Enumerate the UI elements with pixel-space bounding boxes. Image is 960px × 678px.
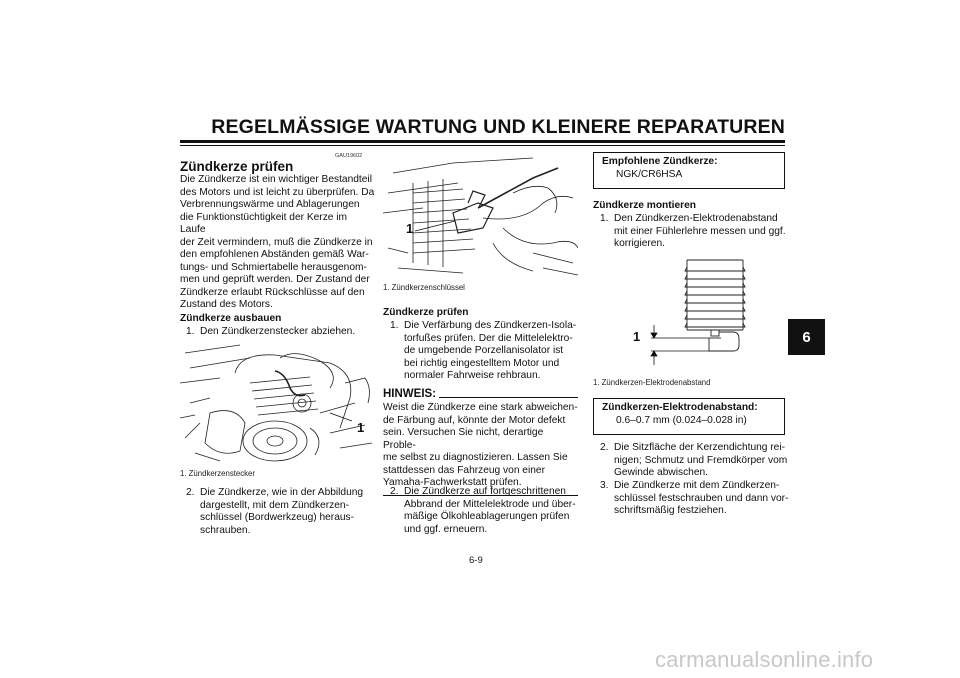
intro-paragraph: Die Zündkerze ist ein wichtiger Bestandteil des Motors und ist leicht zu überprüfen. Da Verbrennungswärme und Ablagerungen die Funktionstüchtigkeit der Kerze im Laufe der Zeit vermindern, muß die Zündkerze in den empfohlenen Abständen gemäß War- tungs- und Schmiertabelle herausgenom- men und geprüft werden. Der Zustand der Zündkerze erlaubt Rückschlüsse auf den Zustand des Motors. [180,174,375,310]
note-rule-top [439,397,578,398]
header-rule-thin [180,145,785,146]
page-header-title: REGELMÄSSIGE WARTUNG UND KLEINERE REPARATUREN [211,116,785,138]
install-step-1: 1. Den Zündkerzen-Elektrodenabstand mit einer Fühlerlehre messen und ggf. korrigieren. [600,213,786,249]
section-code: GAU19602 [335,153,363,159]
figure-caption: 1. Zündkerzen-Elektrodenabstand [593,378,711,387]
remove-step-1: 1. Den Zündkerzenstecker abziehen. [186,326,356,337]
electrode-gap-box [593,398,785,435]
section-heading: Zündkerze prüfen [180,159,294,174]
note-block [383,388,578,496]
watermark: carmanualsonline.info [655,647,874,672]
chapter-tab: 6 [788,319,825,355]
figure-callout-number: 1 [357,420,365,435]
box-value: 0.6–0.7 mm (0.024–0.028 in) [616,414,747,426]
figure-electrode-gap [625,255,750,370]
box-value: NGK/CR6HSA [616,168,683,180]
header-rule-thick [180,140,785,143]
figure-callout-number: 1 [633,329,641,344]
page-number: 6-9 [469,555,483,566]
subheading-remove: Zündkerze ausbauen [180,313,282,324]
figure-spark-plug-cap [180,343,375,463]
install-step-3: 3. Die Zündkerze mit dem Zündkerzen- schlüssel festschrauben und dann vor- schriftsmäßig festziehen. [600,480,789,516]
remove-step-2: 2. Die Zündkerze, wie in der Abbildung dargestellt, mit dem Zündkerzen- schlüssel (Bordwerkzeug) heraus- schrauben. [186,487,364,536]
box-title: Zündkerzen-Elektrodenabstand: [602,402,758,413]
subheading-check: Zündkerze prüfen [383,307,469,318]
check-step-2: 2. Die Zündkerze auf fortgeschrittenen Abbrand der Mittelelektrode und über- mäßige Ölkohleablagerungen prüfen und ggf. erneuern. [390,486,576,535]
note-text: Weist die Zündkerze eine stark abweichen- de Färbung auf, könnte der Motor defekt sein. Versuchen Sie nicht, derartige Proble- me selbst zu diagnostizieren. Lassen Sie stattdessen das Fahrzeug von einer Yamaha-Fachwerkstatt prüfen. [383,402,578,488]
note-title: HINWEIS: [383,388,437,400]
check-step-1: 1. Die Verfärbung des Zündkerzen-Isola- torfußes prüfen. Der die Mittelelektro- de umgebende Porzellanisolator ist bei richtig eingestelltem Motor und normaler Fahrweise rehbraun. [390,320,577,381]
install-step-2: 2. Die Sitzfläche der Kerzendichtung rei- nigen; Schmutz und Fremdkörper vom Gewinde abwischen. [600,442,788,478]
figure-caption: 1. Zündkerzenstecker [180,469,255,478]
figure-caption: 1. Zündkerzenschlüssel [383,283,465,292]
figure-spark-plug-wrench [383,153,578,279]
box-title: Empfohlene Zündkerze: [602,156,718,167]
recommended-plug-box [593,152,785,189]
subheading-install: Zündkerze montieren [593,200,697,211]
figure-callout-number: 1 [406,221,414,236]
